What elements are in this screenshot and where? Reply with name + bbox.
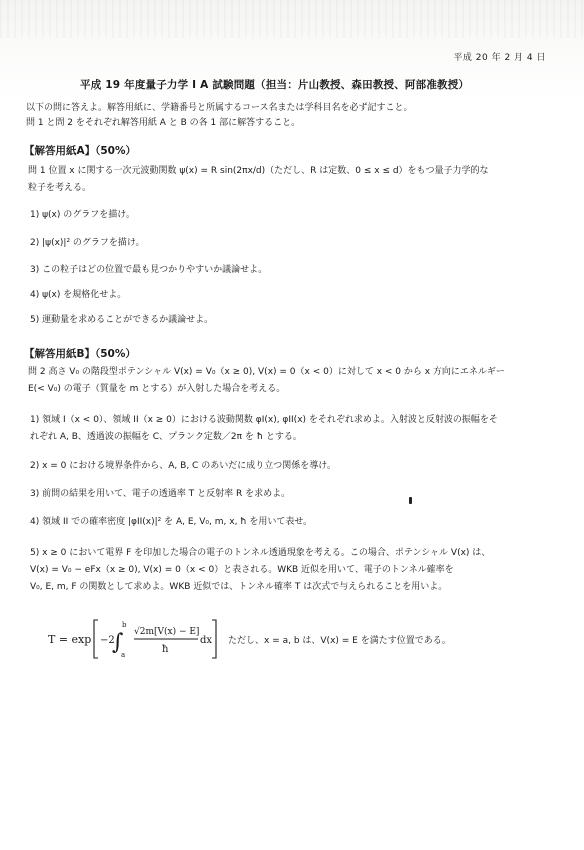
integral-upper: b bbox=[122, 621, 127, 629]
formula-note: ただし、x = a, b は、V(x) = E を満たす位置である。 bbox=[228, 636, 451, 646]
section-a-heading: 【解答用紙A】（50%） bbox=[24, 145, 137, 157]
item-line: 3) 前問の結果を用いて、電子の透過率 T と反射率 R を求めよ。 bbox=[30, 489, 291, 499]
formula-dx: dx bbox=[200, 635, 213, 646]
integral-sign-icon: ∫ bbox=[112, 630, 124, 655]
q2-item-3 bbox=[30, 486, 560, 503]
question-2-statement bbox=[28, 364, 558, 398]
question-line: 問 1 位置 x に関する一次元波動関数 ψ(x) = R sin(2πx/d)（ただし、R は定数、0 ≤ x ≤ d）をもつ量子力学的な bbox=[28, 166, 489, 176]
q1-item: 3) この粒子はどの位置で最も見つかりやすいか議論せよ。 bbox=[30, 265, 268, 275]
q2-item-2 bbox=[30, 458, 560, 475]
scan-speck bbox=[409, 497, 412, 504]
question-line: 粒子を考える。 bbox=[28, 183, 92, 193]
right-bracket bbox=[212, 620, 216, 658]
formula-denominator: ħ bbox=[162, 644, 169, 655]
item-line: V₀, E, m, F の関数として求めよ。WKB 近似では、トンネル確率 T は次式で与えられることを用いよ。 bbox=[30, 582, 448, 592]
exam-title: 平成 19 年度量子力学 I A 試験問題（担当：片山教授、森田教授、阿部准教授） bbox=[80, 79, 470, 91]
item-line: れぞれ A, B、透過波の振幅を C、プランク定数／2π を ħ とする。 bbox=[30, 432, 302, 442]
formula-lhs: T = exp bbox=[48, 633, 92, 646]
section-b-heading: 【解答用紙B】（50%） bbox=[24, 348, 136, 360]
question-1-statement bbox=[28, 163, 558, 197]
left-bracket bbox=[94, 620, 98, 658]
wkb-formula-svg bbox=[48, 616, 568, 662]
formula-coef: −2 bbox=[100, 635, 115, 646]
q2-item-4 bbox=[30, 514, 560, 531]
formula-numerator: √2m[V(x) − E] bbox=[134, 627, 200, 637]
q1-item: 5) 運動量を求めることができるか議論せよ。 bbox=[30, 315, 214, 325]
q2-item-1 bbox=[30, 412, 560, 446]
instructions bbox=[26, 101, 556, 131]
integral-lower: a bbox=[121, 651, 126, 659]
q2-item-5 bbox=[30, 545, 560, 596]
item-line: 4) 領域 II での確率密度 |φII(x)|² を A, E, V₀, m, x, ħ を用いて表せ。 bbox=[30, 517, 313, 527]
q1-item: 1) ψ(x) のグラフを描け。 bbox=[30, 210, 135, 220]
item-line: V(x) = V₀ − eFx（x ≥ 0), V(x) = 0（x < 0）と表される。WKB 近似を用いて、電子のトンネル確率を bbox=[30, 565, 454, 575]
question-line: 問 2 高さ V₀ の階段型ポテンシャル V(x) = V₀（x ≥ 0), V(x) = 0（x < 0）に対して x < 0 から x 方向にエネルギー bbox=[28, 367, 505, 377]
item-line: 2) x = 0 における境界条件から、A, B, C のあいだに成り立つ関係を導け。 bbox=[30, 461, 336, 471]
q1-item: 4) ψ(x) を規格化せよ。 bbox=[30, 290, 127, 300]
instruction-line: 問 1 と問 2 をそれぞれ解答用紙 A と B の各 1 部に解答すること。 bbox=[26, 118, 301, 128]
exam-date: 平成 20 年 2 月 4 日 bbox=[453, 53, 546, 63]
scan-artifact bbox=[0, 0, 584, 38]
instruction-line: 以下の問に答えよ。解答用紙に、学籍番号と所属するコース名または学科目名を必ず記すこと。 bbox=[26, 103, 413, 113]
q1-item: 2) |ψ(x)|² のグラフを描け。 bbox=[30, 238, 145, 248]
item-line: 1) 領域 I（x < 0）、領域 II（x ≥ 0）における波動関数 φI(x), φII(x) をそれぞれ求めよ。入射波と反射波の振幅をそ bbox=[30, 415, 498, 425]
item-line: 5) x ≥ 0 において電界 F を印加した場合の電子のトンネル透過現象を考える。この場合、ポテンシャル V(x) は、 bbox=[30, 548, 491, 558]
question-line: E(< V₀) の電子（質量を m とする）が入射した場合を考える。 bbox=[28, 384, 286, 394]
wkb-formula bbox=[48, 616, 568, 665]
